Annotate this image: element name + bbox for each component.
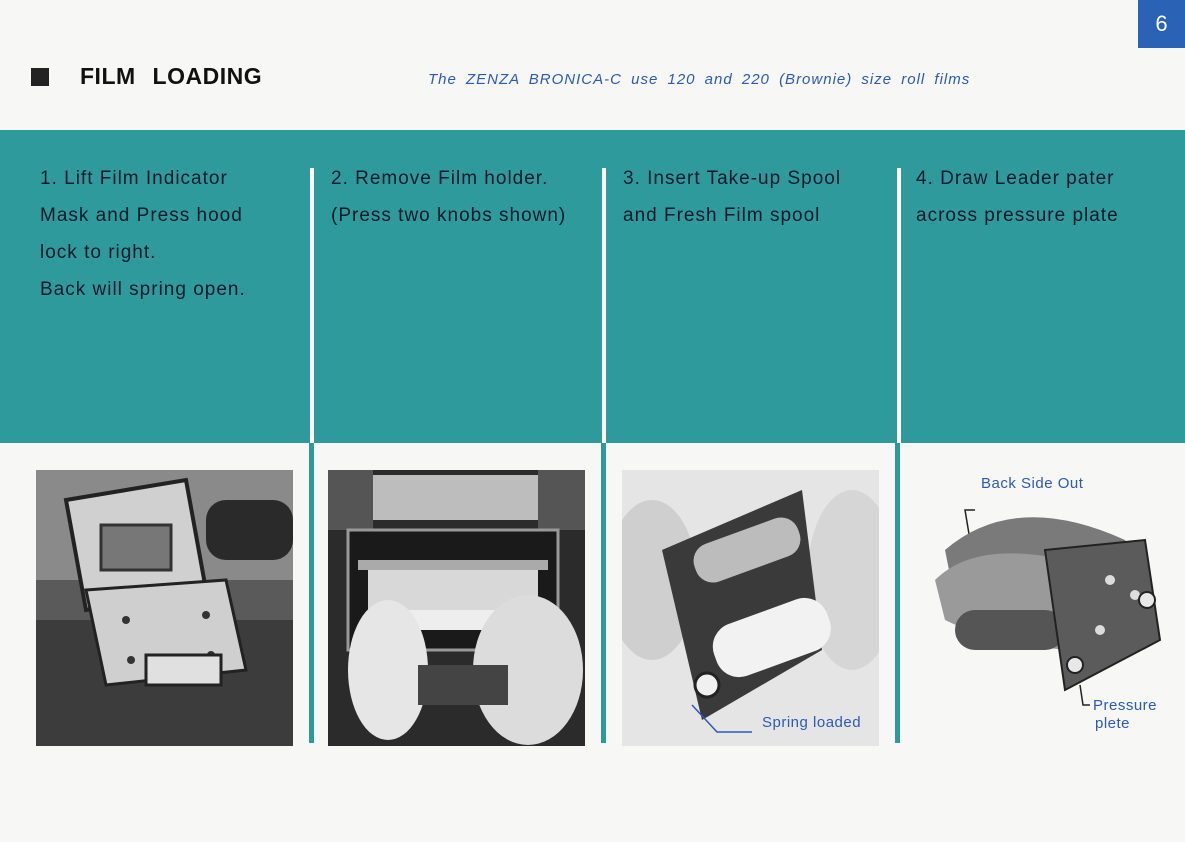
column-divider-lower (309, 443, 314, 743)
step-2-text (331, 160, 566, 234)
column-divider-lower (601, 443, 606, 743)
pressure-caption-2: plete (1095, 715, 1131, 732)
step-3-line-1: 3. Insert Take-up Spool (623, 168, 842, 189)
photo-insert-spools (622, 470, 879, 746)
column-divider (602, 168, 606, 443)
back-side-out-caption: Back Side Out (981, 475, 1084, 492)
step-1-line-3: lock to right. (40, 242, 157, 263)
step-3-line-2: and Fresh Film spool (623, 205, 821, 226)
column-divider (310, 168, 314, 443)
page-number: 6 (1138, 0, 1185, 48)
step-2-line-1: 2. Remove Film holder. (331, 168, 549, 189)
spring-loaded-caption: Spring loaded (762, 714, 862, 731)
step-2-line-2: (Press two knobs shown) (331, 205, 567, 226)
step-1-text (40, 160, 246, 308)
photo-remove-film-holder (328, 470, 585, 746)
page-title: FILM LOADING (80, 63, 263, 89)
column-divider-lower (895, 443, 900, 743)
pressure-caption-1: Pressure (1093, 697, 1158, 714)
photo-lift-film-indicator (36, 470, 293, 746)
step-4-text (916, 160, 1119, 234)
step-1-line-1: 1. Lift Film Indicator (40, 168, 228, 189)
photo-draw-leader (915, 470, 1185, 750)
page-subtitle: The ZENZA BRONICA-C use 120 and 220 (Brownie) size roll films (428, 71, 971, 88)
step-4-line-1: 4. Draw Leader pater (916, 168, 1115, 189)
step-1-line-4: Back will spring open. (40, 279, 246, 300)
step-4-line-2: across pressure plate (916, 205, 1119, 226)
bullet-square-icon (31, 68, 49, 86)
step-1-line-2: Mask and Press hood (40, 205, 243, 226)
column-divider (897, 168, 901, 443)
step-3-text (623, 160, 841, 234)
